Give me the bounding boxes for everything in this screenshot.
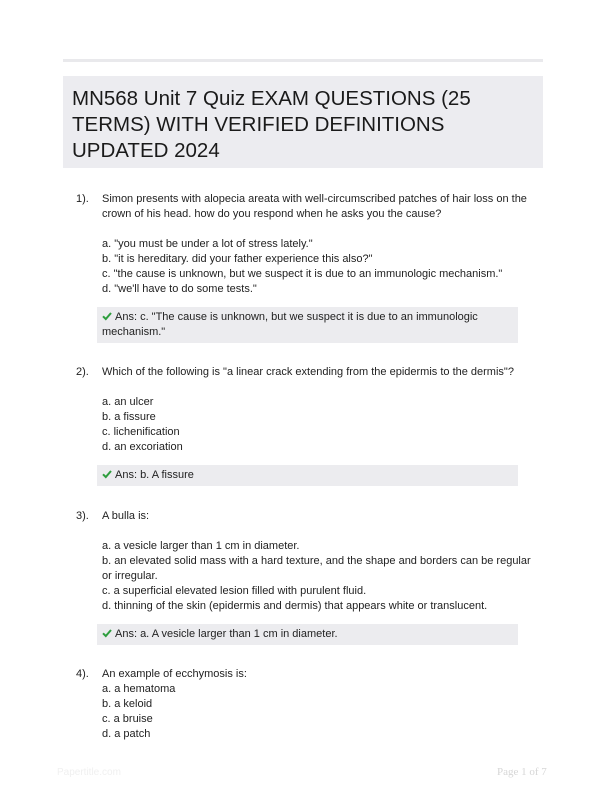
check-icon: [102, 311, 112, 321]
option-d: d. "we'll have to do some tests.": [102, 283, 257, 295]
check-icon: [102, 469, 112, 479]
answer-text: Ans: a. A vesicle larger than 1 cm in diameter.: [115, 628, 338, 640]
document-title: MN568 Unit 7 Quiz EXAM QUESTIONS (25 TERMS) WITH VERIFIED DEFINITIONS UPDATED 2024: [72, 87, 471, 162]
options-list: [102, 682, 543, 742]
top-divider: [63, 59, 543, 62]
option-c: c. a bruise: [102, 713, 153, 725]
option-a: a. an ulcer: [102, 396, 154, 408]
answer-box: [97, 307, 518, 343]
option-b: b. an elevated solid mass with a hard texture, and the shape and borders can be regular or irregular.: [102, 555, 531, 582]
check-icon: [102, 628, 112, 638]
option-a: a. "you must be under a lot of stress lately.": [102, 238, 313, 250]
question-number: 2).: [76, 366, 89, 378]
option-b: b. a keloid: [102, 698, 153, 710]
footer-watermark: Papertitle.com: [57, 767, 121, 778]
page-number: Page 1 of 7: [497, 766, 547, 778]
answer-text: Ans: b. A fissure: [115, 469, 194, 481]
answer-text: Ans: c. "The cause is unknown, but we suspect it is due to an immunologic mechanism.": [102, 311, 478, 338]
question-3: [63, 509, 543, 645]
question-number: 1).: [76, 193, 89, 205]
option-a: a. a vesicle larger than 1 cm in diameter.: [102, 540, 300, 552]
question-2: [63, 365, 543, 486]
question-text: Which of the following is "a linear crack extending from the epidermis to the dermis"?: [102, 366, 514, 378]
question-1: [63, 192, 543, 343]
options-list: [102, 539, 543, 614]
question-4: [63, 667, 543, 742]
options-list: [102, 395, 543, 455]
option-b: b. "it is hereditary. did your father experience this also?": [102, 253, 373, 265]
answer-box: [97, 465, 518, 486]
option-d: d. thinning of the skin (epidermis and dermis) that appears white or translucent.: [102, 600, 488, 612]
option-d: d. a patch: [102, 728, 151, 740]
question-number: 3).: [76, 510, 89, 522]
answer-box: [97, 624, 518, 645]
question-text: Simon presents with alopecia areata with well-circumscribed patches of hair loss on the crown of his head. how do you respond when he asks you the cause?: [102, 193, 527, 220]
option-c: c. a superficial elevated lesion filled with purulent fluid.: [102, 585, 367, 597]
title-banner: [63, 76, 543, 168]
question-text: A bulla is:: [102, 510, 150, 522]
option-b: b. a fissure: [102, 411, 156, 423]
option-c: c. "the cause is unknown, but we suspect it is due to an immunologic mechanism.": [102, 268, 503, 280]
question-text: An example of ecchymosis is:: [102, 668, 247, 680]
options-list: [102, 237, 543, 297]
option-c: c. lichenification: [102, 426, 180, 438]
question-number: 4).: [76, 668, 89, 680]
option-d: d. an excoriation: [102, 441, 183, 453]
option-a: a. a hematoma: [102, 683, 176, 695]
